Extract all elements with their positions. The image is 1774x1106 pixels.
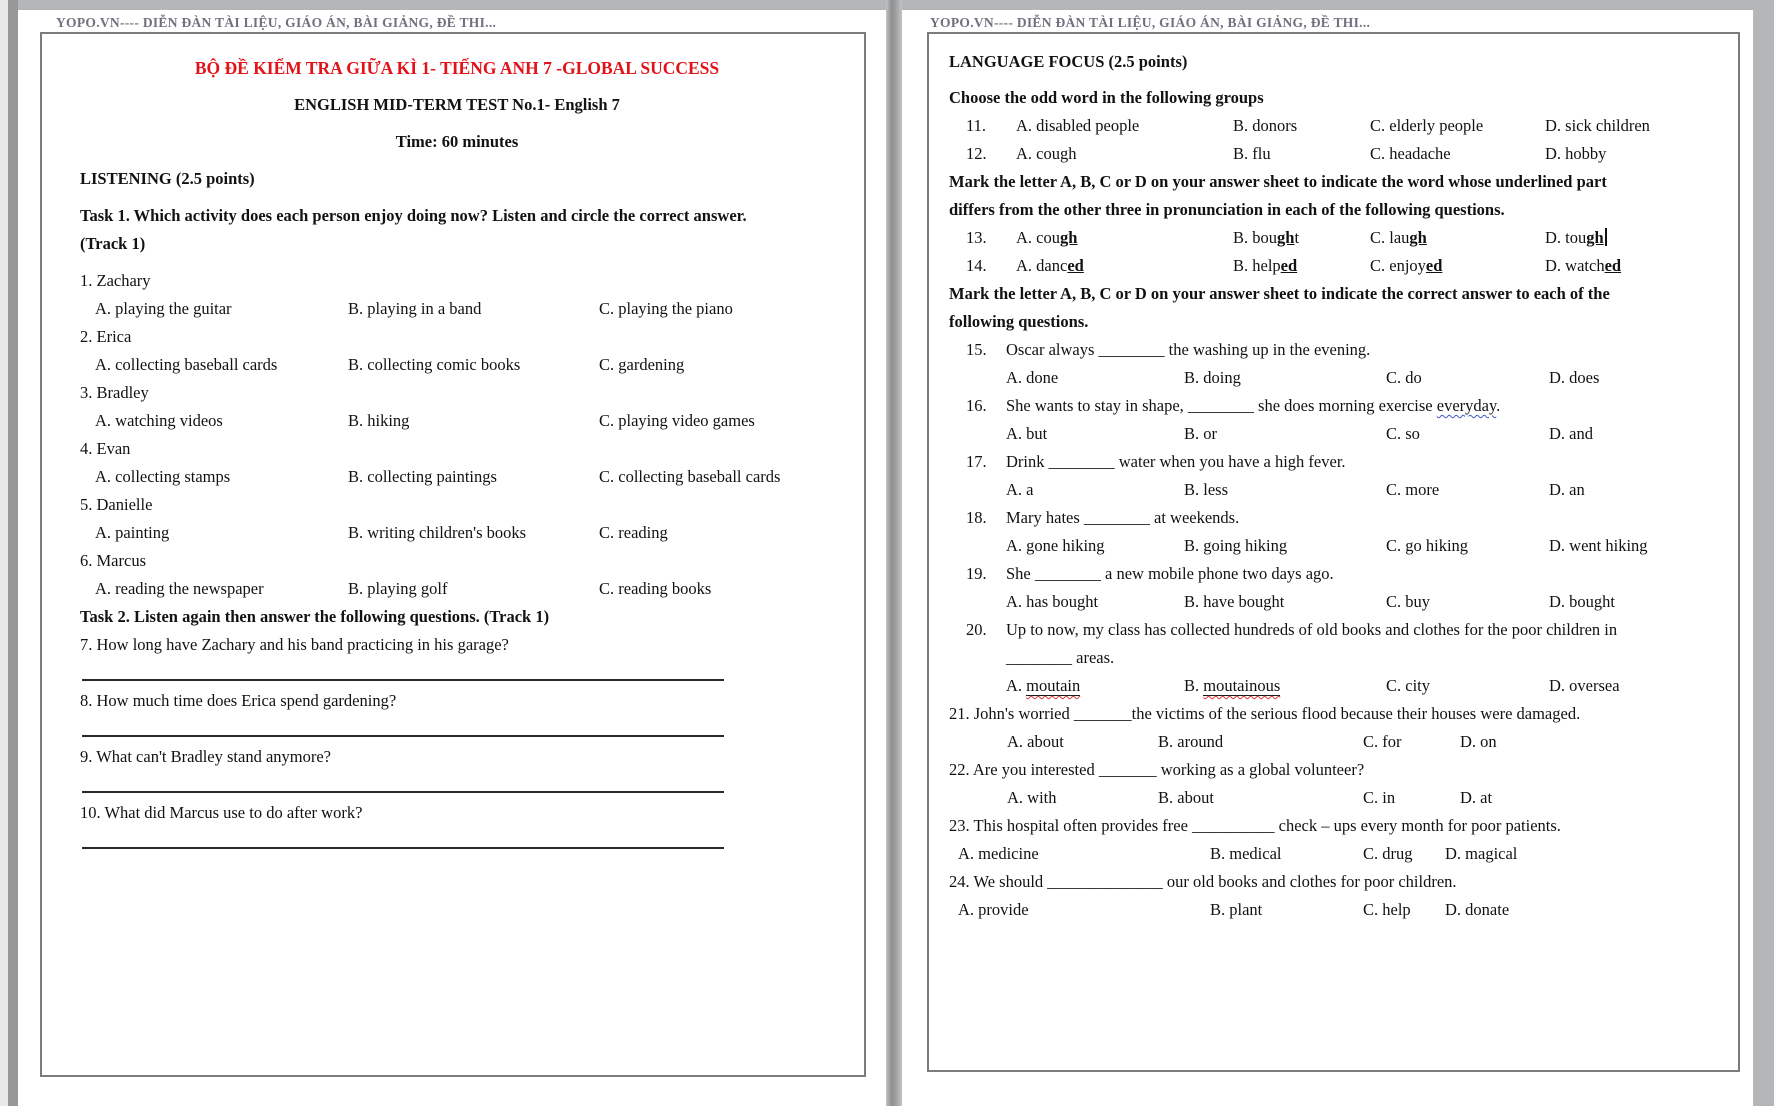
task1-item-options [80, 519, 834, 547]
answer-line [82, 659, 724, 681]
option-d: D. does [1549, 368, 1600, 387]
option-c: C. playing video games [599, 411, 755, 430]
listening-section-heading: LISTENING (2.5 points) [80, 169, 255, 188]
task2-question: 7. How long have Zachary and his band practicing in his garage? [80, 635, 509, 654]
question-number: 11. [966, 116, 987, 135]
test-title: ENGLISH MID-TERM TEST No.1- English 7 [294, 95, 620, 114]
question-text: Drink ________ water when you have a high fever. [1006, 452, 1346, 471]
option-b: B. going hiking [1184, 536, 1288, 555]
option-b: B. collecting comic books [348, 355, 521, 374]
option-a: A. gone hiking [1006, 536, 1105, 555]
pronunciation-heading-line1: Mark the letter A, B, C or D on your answer sheet to indicate the word whose underlined part [949, 172, 1607, 191]
option-c: C. so [1386, 424, 1420, 443]
task1-item-options [80, 463, 834, 491]
options-21 [949, 728, 1718, 756]
question-24: 24. We should ______________ our old books and clothes for poor children. [949, 872, 1457, 891]
options-22 [949, 784, 1718, 812]
options-24 [949, 896, 1718, 924]
option-c: C. drug [1363, 844, 1413, 863]
question-number: 13. [966, 228, 987, 247]
question-number: 18. [966, 508, 987, 527]
question-number: 20. [966, 620, 987, 639]
option-c: C. do [1386, 368, 1422, 387]
task1-heading: Task 1. Which activity does each person enjoy doing now? Listen and circle the correct answer. [80, 206, 747, 225]
page-2[interactable] [902, 10, 1753, 1106]
option-a: A. danced [1016, 256, 1084, 275]
options-17 [949, 476, 1718, 504]
task1-item-options [80, 351, 834, 379]
option-b: B. about [1158, 788, 1214, 807]
task1-item-label: 2. Erica [80, 327, 132, 346]
option-a: A. cough [1016, 144, 1077, 163]
option-a: A. painting [95, 523, 170, 542]
question-number: 16. [966, 396, 987, 415]
option-d: D. oversea [1549, 676, 1620, 695]
option-b: B. have bought [1184, 592, 1285, 611]
question-text: She ________ a new mobile phone two days ago. [1006, 564, 1334, 583]
task2-heading: Task 2. Listen again then answer the following questions. (Track 1) [80, 607, 550, 626]
option-b: B. writing children's books [348, 523, 527, 542]
option-d: D. at [1460, 788, 1493, 807]
option-b: B. moutainous [1184, 676, 1281, 695]
option-c: C. gardening [599, 355, 685, 374]
option-d: D. hobby [1545, 144, 1607, 163]
task1-item-label: 5. Danielle [80, 495, 153, 514]
spelling-squiggle-word: moutainous [1203, 676, 1281, 695]
options-16 [949, 420, 1718, 448]
option-d: D. watched [1545, 256, 1622, 275]
question-20 [949, 616, 1718, 644]
question-text: She wants to stay in shape, ________ she does morning exercise everyday. [1006, 396, 1501, 415]
spelling-squiggle-word: moutain [1026, 676, 1081, 695]
option-d: D. bought [1549, 592, 1615, 611]
options-20 [949, 672, 1718, 700]
question-22: 22. Are you interested _______ working as a global volunteer? [949, 760, 1365, 779]
option-b: B. plant [1210, 900, 1263, 919]
option-a: A. a [1006, 480, 1034, 499]
option-a: A. about [1007, 732, 1064, 751]
option-c: C. enjoyed [1370, 256, 1443, 275]
option-c: C. buy [1386, 592, 1431, 611]
option-a: A. cough [1016, 228, 1078, 247]
option-c: C. reading [599, 523, 668, 542]
question-row-11 [949, 112, 1718, 140]
odd-word-heading: Choose the odd word in the following groups [949, 88, 1264, 107]
question-number: 19. [966, 564, 987, 583]
option-c: C. city [1386, 676, 1430, 695]
option-b: B. hiking [348, 411, 410, 430]
option-a: A. but [1006, 424, 1048, 443]
question-number: 14. [966, 256, 987, 275]
options-15 [949, 364, 1718, 392]
option-a: A. moutain [1006, 676, 1081, 695]
option-b: B. playing golf [348, 579, 448, 598]
option-b: B. collecting paintings [348, 467, 497, 486]
option-c: C. elderly people [1370, 116, 1484, 135]
task2-question: 9. What can't Bradley stand anymore? [80, 747, 331, 766]
question-15 [949, 336, 1718, 364]
question-row-14 [949, 252, 1718, 280]
test-time: Time: 60 minutes [395, 132, 519, 151]
page1-border-box [40, 32, 866, 1077]
option-a: A. collecting baseball cards [95, 355, 278, 374]
option-c: C. help [1363, 900, 1411, 919]
option-a: A. with [1007, 788, 1057, 807]
question-text: Up to now, my class has collected hundreds of old books and clothes for the poor children in [1006, 620, 1618, 639]
option-d: D. donate [1445, 900, 1510, 919]
option-c: C. collecting baseball cards [599, 467, 781, 486]
option-b: B. medical [1210, 844, 1282, 863]
option-d: D. magical [1445, 844, 1518, 863]
question-19 [949, 560, 1718, 588]
option-b: B. less [1184, 480, 1229, 499]
page2-border-box [927, 32, 1740, 1072]
page-1[interactable] [18, 10, 886, 1106]
answer-line [82, 827, 724, 849]
option-c: C. go hiking [1386, 536, 1469, 555]
task1-item-label: 4. Evan [80, 439, 131, 458]
option-b: B. or [1184, 424, 1217, 443]
test-series-title: BỘ ĐỀ KIỂM TRA GIỮA KÌ 1- TIẾNG ANH 7 -GLOBAL SUCCESS [194, 58, 720, 78]
question-17 [949, 448, 1718, 476]
options-23 [949, 840, 1718, 868]
option-a: A. playing the guitar [95, 299, 232, 318]
question-16 [949, 392, 1718, 420]
option-d: D. on [1460, 732, 1497, 751]
question-text: Mary hates ________ at weekends. [1006, 508, 1240, 527]
option-c: C. for [1363, 732, 1402, 751]
option-a: A. has bought [1006, 592, 1099, 611]
option-b: B. helped [1233, 256, 1298, 275]
option-a: A. collecting stamps [95, 467, 231, 486]
option-d: D. sick children [1545, 116, 1650, 135]
question-18 [949, 504, 1718, 532]
option-b: B. doing [1184, 368, 1241, 387]
option-c: C. reading books [599, 579, 712, 598]
task2-question: 10. What did Marcus use to do after work? [80, 803, 363, 822]
option-c: C. laugh [1370, 228, 1427, 247]
left-edge-strip [0, 0, 8, 1106]
left-edge-shadow [8, 0, 18, 1106]
option-a: A. watching videos [95, 411, 223, 430]
watermark-header: YOPO.VN---- DIỄN ĐÀN TÀI LIỆU, GIÁO ÁN, BÀI GIẢNG, ĐỀ THI... [930, 15, 1371, 30]
task1-item-options [80, 407, 834, 435]
option-d: D. and [1549, 424, 1593, 443]
question-number: 12. [966, 144, 987, 163]
task1-item-label: 1. Zachary [80, 271, 151, 290]
option-c: C. headache [1370, 144, 1451, 163]
watermark-header: YOPO.VN---- DIỄN ĐÀN TÀI LIỆU, GIÁO ÁN, BÀI GIẢNG, ĐỀ THI... [56, 15, 497, 30]
answer-line [82, 771, 724, 793]
question-row-12 [949, 140, 1718, 168]
language-focus-heading: LANGUAGE FOCUS (2.5 points) [949, 52, 1188, 71]
question-number: 15. [966, 340, 987, 359]
option-c: C. more [1386, 480, 1440, 499]
option-b: B. playing in a band [348, 299, 482, 318]
option-d: D. an [1549, 480, 1585, 499]
task1-track: (Track 1) [80, 234, 146, 253]
grammar-squiggle-word: everyday [1436, 396, 1497, 415]
option-b: B. flu [1233, 144, 1271, 163]
option-b: B. bought [1233, 228, 1300, 247]
task2-question: 8. How much time does Erica spend gardening? [80, 691, 397, 710]
question-number: 17. [966, 452, 987, 471]
option-a: A. reading the newspaper [95, 579, 264, 598]
option-a: A. medicine [958, 844, 1039, 863]
task1-item-label: 6. Marcus [80, 551, 146, 570]
task1-item-options [80, 295, 834, 323]
answer-line [82, 715, 724, 737]
question-23: 23. This hospital often provides free __________ check – ups every month for poor patients. [949, 816, 1561, 835]
options-18 [949, 532, 1718, 560]
option-a: A. disabled people [1016, 116, 1140, 135]
option-d: D. tough [1545, 224, 1718, 252]
option-c: C. in [1363, 788, 1396, 807]
question-row-13 [949, 224, 1718, 252]
task1-item-options [80, 575, 834, 603]
task1-item-label: 3. Bradley [80, 383, 149, 402]
option-a: A. done [1006, 368, 1059, 387]
question-text: Oscar always ________ the washing up in the evening. [1006, 340, 1371, 359]
mcq-heading-line2: following questions. [949, 312, 1089, 331]
mcq-heading-line1: Mark the letter A, B, C or D on your answer sheet to indicate the correct answer to each of the [949, 284, 1610, 303]
options-19 [949, 588, 1718, 616]
option-b: B. around [1158, 732, 1224, 751]
option-c: C. playing the piano [599, 299, 733, 318]
option-b: B. donors [1233, 116, 1298, 135]
option-a: A. provide [958, 900, 1029, 919]
question-21: 21. John's worried _______the victims of the serious flood because their houses were damaged. [949, 704, 1581, 723]
page-gap [886, 0, 902, 1106]
option-d: D. went hiking [1549, 536, 1648, 555]
question-20-continued: ________ areas. [1006, 648, 1115, 667]
pronunciation-heading-line2: differs from the other three in pronunciation in each of the following questions. [949, 200, 1505, 219]
text-cursor [1605, 228, 1607, 246]
